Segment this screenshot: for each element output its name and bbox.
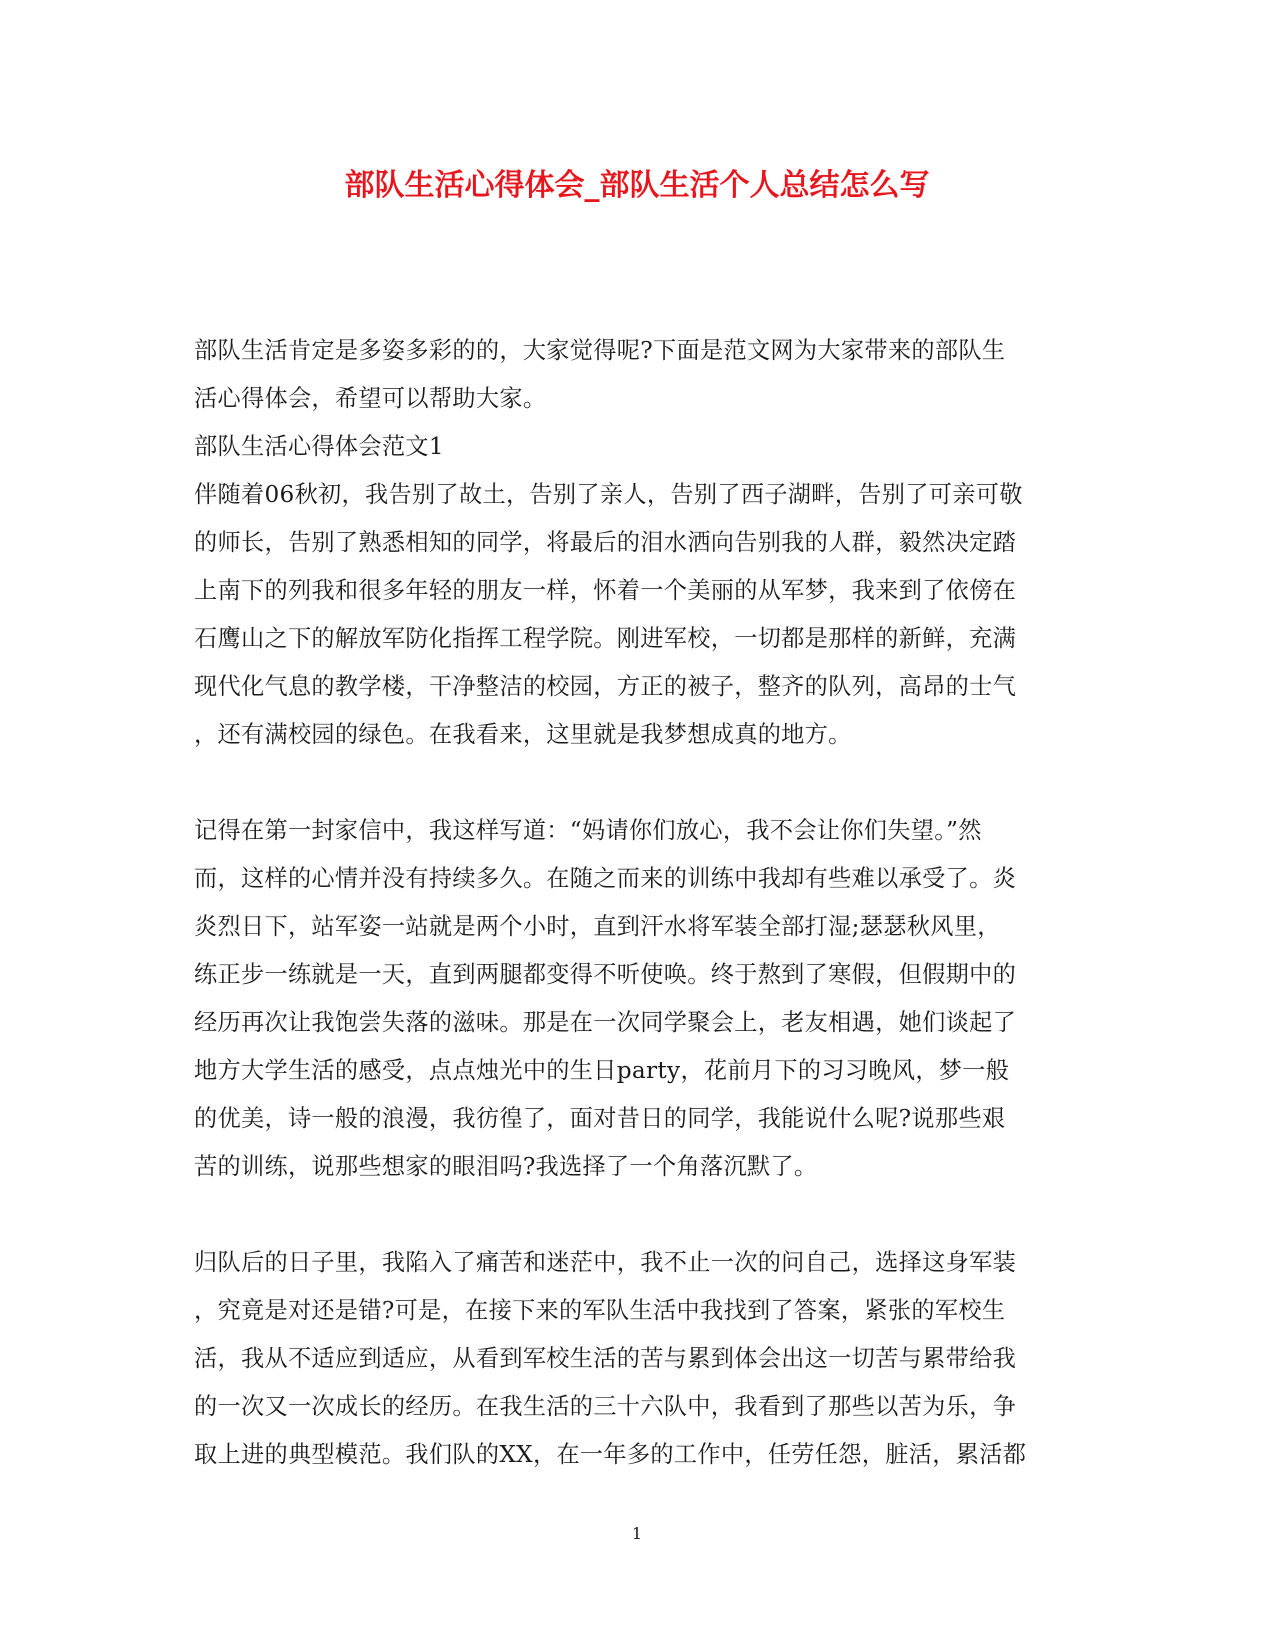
- document-body: [194, 327, 1079, 1479]
- text-line: 经历再次让我饱尝失落的滋味。那是在一次同学聚会上，老友相遇，她们谈起了: [194, 1009, 1017, 1036]
- page-number: 1: [631, 1524, 643, 1543]
- text-line: 练正步一练就是一天，直到两腿都变得不听使唤。终于熬到了寒假，但假期中的: [194, 961, 1017, 988]
- text-line: 归队后的日子里，我陷入了痛苦和迷茫中，我不止一次的问自己，选择这身军装: [194, 1249, 1017, 1276]
- text-line: 炎烈日下，站军姿一站就是两个小时，直到汗水将军装全部打湿;瑟瑟秋风里，: [194, 913, 1001, 940]
- text-line: 石鹰山之下的解放军防化指挥工程学院。刚进军校，一切都是那样的新鲜，充满: [194, 625, 1017, 652]
- text-line: 部队生活肯定是多姿多彩的的，大家觉得呢?下面是范文网为大家带来的部队生: [194, 337, 1006, 364]
- document-title: 部队生活心得体会_部队生活个人总结怎么写: [344, 168, 930, 203]
- text-line: 伴随着06秋初，我告别了故土，告别了亲人，告别了西子湖畔，告别了可亲可敬: [194, 481, 1023, 508]
- text-line: ，还有满校园的绿色。在我看来，这里就是我梦想成真的地方。: [194, 721, 852, 748]
- text-line: 取上进的典型模范。我们队的XX，在一年多的工作中，任劳任怨，脏活，累活都: [194, 1441, 1027, 1468]
- text-line: 而，这样的心情并没有持续多久。在随之而来的训练中我却有些难以承受了。炎: [194, 865, 1017, 892]
- text-line: 现代化气息的教学楼，干净整洁的校园，方正的被子，整齐的队列，高昂的士气: [194, 673, 1017, 700]
- text-line: ，究竟是对还是错?可是，在接下来的军队生活中我找到了答案，紧张的军校生: [194, 1297, 1006, 1324]
- text-line: 苦的训练，说那些想家的眼泪吗?我选择了一个角落沉默了。: [194, 1153, 818, 1180]
- text-line: 记得在第一封家信中，我这样写道：“妈请你们放心，我不会让你们失望。”然: [194, 817, 982, 844]
- text-line: 活心得体会，希望可以帮助大家。: [194, 385, 547, 412]
- text-line: 部队生活心得体会范文1: [194, 433, 444, 460]
- text-line: 活，我从不适应到适应，从看到军校生活的苦与累到体会出这一切苦与累带给我: [194, 1345, 1017, 1372]
- text-line: 上南下的列我和很多年轻的朋友一样，怀着一个美丽的从军梦，我来到了依傍在: [194, 577, 1017, 604]
- paragraph-gap: [194, 1191, 1079, 1239]
- text-line: 的一次又一次成长的经历。在我生活的三十六队中，我看到了那些以苦为乐，争: [194, 1393, 1017, 1420]
- text-line: 的优美，诗一般的浪漫，我彷徨了，面对昔日的同学，我能说什么呢?说那些艰: [194, 1105, 1006, 1132]
- paragraph-gap: [194, 759, 1079, 807]
- text-line: 的师长，告别了熟悉相知的同学，将最后的泪水洒向告别我的人群，毅然决定踏: [194, 529, 1017, 556]
- text-line: 地方大学生活的感受，点点烛光中的生日party，花前月下的习习晚风，梦一般: [194, 1057, 1010, 1084]
